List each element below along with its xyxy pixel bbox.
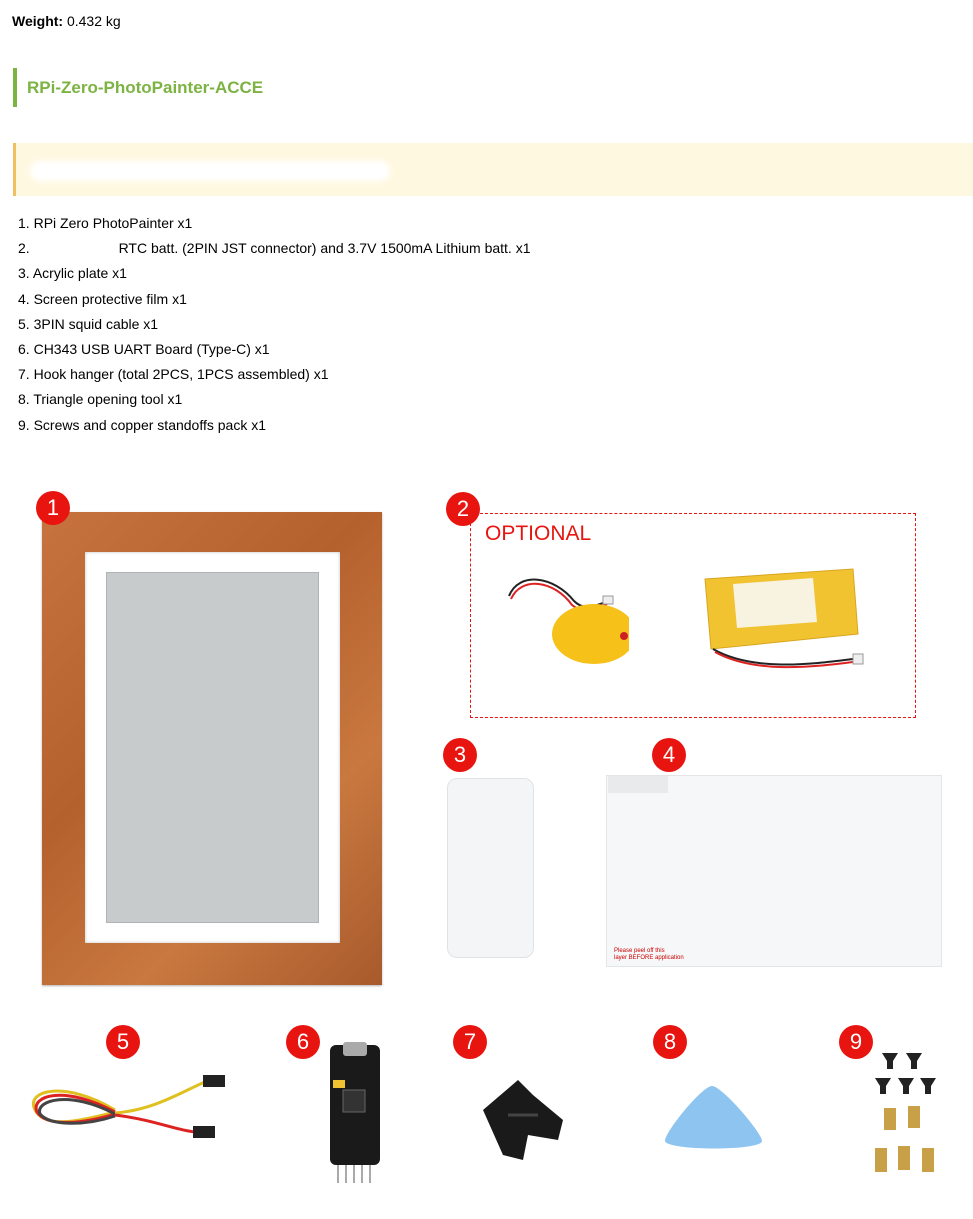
blurred-note bbox=[30, 161, 390, 181]
list-item: 1. RPi Zero PhotoPainter x1 bbox=[18, 215, 193, 231]
weight-label: Weight: bbox=[12, 13, 64, 29]
list-item: 8. Triangle opening tool x1 bbox=[18, 391, 183, 408]
triangle-opening-tool-image bbox=[662, 1083, 767, 1153]
package-contents-list bbox=[18, 214, 531, 441]
badge-9: 9 bbox=[839, 1025, 873, 1059]
badge-7: 7 bbox=[453, 1025, 487, 1059]
acrylic-plate-image bbox=[447, 778, 534, 958]
film-text: Please peel off this layer BEFORE application bbox=[614, 948, 684, 961]
protective-film-image bbox=[606, 775, 942, 967]
list-item: 2. RTC batt. (2PIN JST connector) and 3.7V 1500mA Lithium batt. x1 bbox=[18, 240, 531, 257]
film-tab bbox=[608, 776, 668, 793]
optional-batteries-box bbox=[470, 513, 916, 718]
list-item: 7. Hook hanger (total 2PCS, 1PCS assembled) x1 bbox=[18, 366, 329, 383]
list-item: 9. Screws and copper standoffs pack x1 bbox=[18, 416, 267, 433]
badge-1: 1 bbox=[36, 491, 70, 525]
list-item: 5. 3PIN squid cable x1 bbox=[18, 315, 159, 332]
weight-spec bbox=[12, 13, 121, 29]
note-bar bbox=[13, 143, 973, 196]
eink-screen bbox=[106, 572, 319, 923]
section-title: RPi-Zero-PhotoPainter-ACCE bbox=[13, 68, 263, 107]
usb-uart-board-image bbox=[325, 1040, 385, 1185]
weight-value: 0.432 kg bbox=[66, 13, 121, 29]
squid-cable-image bbox=[25, 1070, 235, 1145]
badge-3: 3 bbox=[443, 738, 477, 772]
screws-standoffs-image bbox=[870, 1048, 940, 1178]
hook-hanger-image bbox=[478, 1075, 568, 1165]
badge-4: 4 bbox=[652, 738, 686, 772]
list-item: 3. Acrylic plate x1 bbox=[18, 265, 127, 282]
optional-label: OPTIONAL bbox=[485, 522, 592, 545]
list-item: 4. Screen protective film x1 bbox=[18, 290, 187, 307]
frame-mat bbox=[85, 552, 340, 943]
rtc-battery-image bbox=[499, 566, 629, 666]
badge-6: 6 bbox=[286, 1025, 320, 1059]
badge-2: 2 bbox=[446, 492, 480, 526]
badge-8: 8 bbox=[653, 1025, 687, 1059]
badge-5: 5 bbox=[106, 1025, 140, 1059]
photopainter-frame-image bbox=[42, 512, 382, 985]
list-item: 6. CH343 USB UART Board (Type-C) x1 bbox=[18, 340, 270, 357]
lithium-battery-image bbox=[693, 564, 868, 679]
